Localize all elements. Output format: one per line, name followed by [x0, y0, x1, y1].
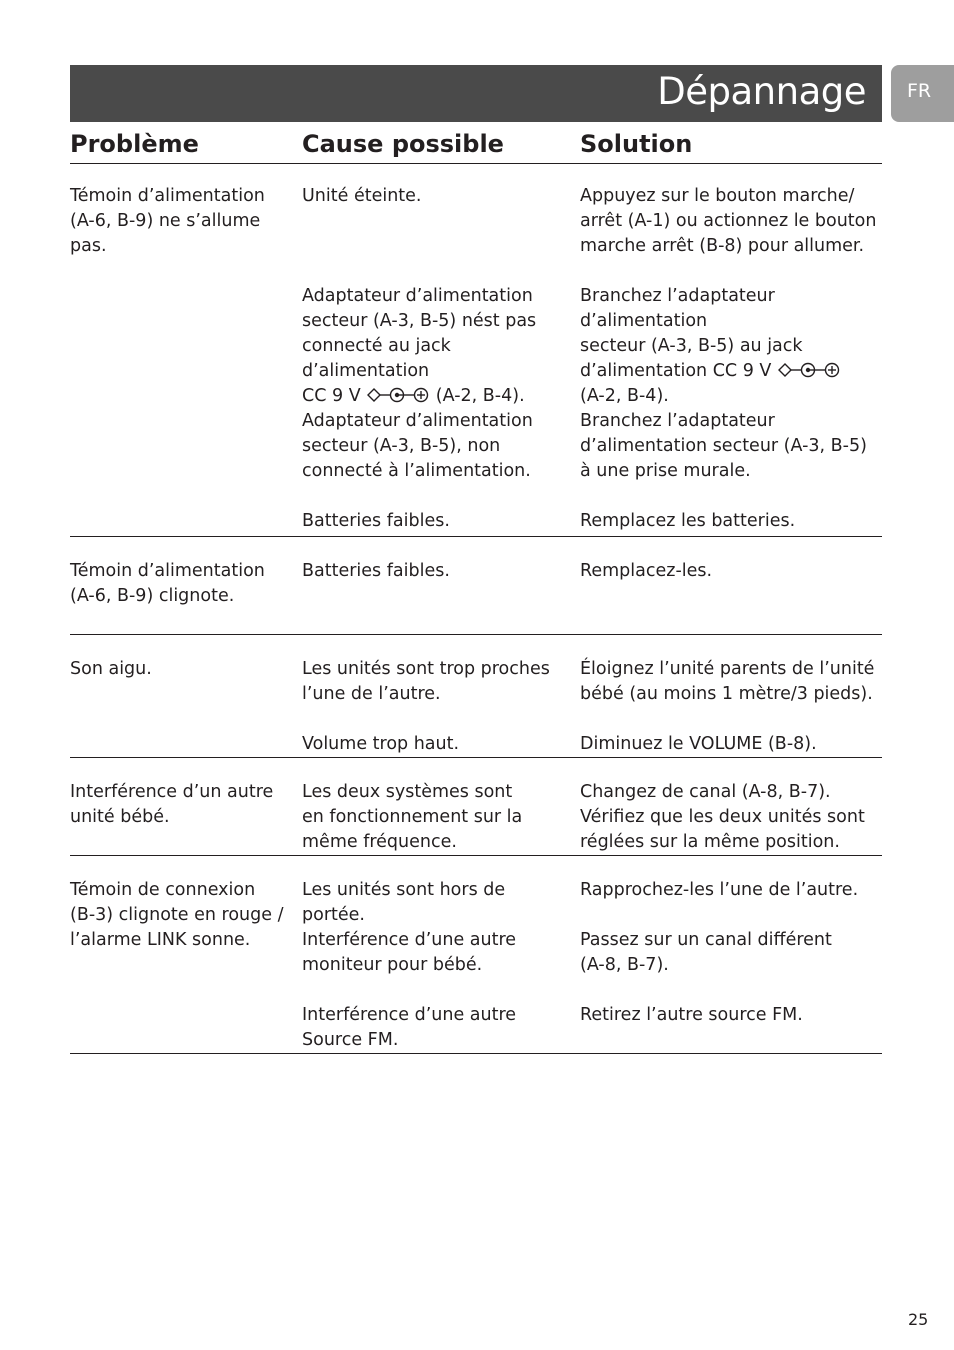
cause-text: (A-2, B-4).: [430, 386, 525, 406]
page-title: Dépannage: [657, 70, 866, 113]
cause-cell: Adaptateur d’alimentation secteur (A-3, B-5), non connecté à l’alimentation.: [302, 411, 533, 481]
language-label: FR: [907, 80, 932, 102]
solution-cell: Appuyez sur le bouton marche/ arrêt (A-1) ou actionnez le bouton marche arrêt (B-8) pour allumer.: [580, 186, 877, 256]
solution-text: Branchez l’adaptateur d’alimentation secteur (A-3, B-5) au jack d’alimentation CC 9 V: [580, 286, 803, 381]
solution-cell: Remplacez-les.: [580, 561, 713, 581]
solution-cell: [580, 284, 885, 409]
cause-cell: Les unités sont trop proches l’une de l’autre.: [302, 659, 550, 704]
table-row: [70, 657, 882, 758]
language-tab: [891, 65, 954, 122]
column-header-cause: Cause possible: [302, 130, 504, 158]
cause-cell: [302, 284, 572, 409]
header-bar: [70, 65, 882, 122]
solution-cell: Retirez l’autre source FM.: [580, 1005, 803, 1025]
column-header-solution: Solution: [580, 130, 693, 158]
dc-polarity-icon: [366, 387, 430, 403]
solution-cell: Branchez l’adaptateur d’alimentation secteur (A-3, B-5) à une prise murale.: [580, 411, 867, 481]
troubleshooting-table: [70, 184, 882, 1054]
cause-cell: Batteries faibles.: [302, 511, 450, 531]
table-row: [70, 878, 882, 1054]
solution-cell: Passez sur un canal différent (A-8, B-7).: [580, 930, 832, 975]
problem-cell: Témoin de connexion (B-3) clignote en rouge / l’alarme LINK sonne.: [70, 880, 284, 950]
column-headers: [70, 128, 882, 164]
solution-cell: Diminuez le VOLUME (B-8).: [580, 734, 817, 754]
problem-cell: Témoin d’alimentation (A-6, B-9) ne s’allume pas.: [70, 186, 265, 256]
column-header-problem: Problème: [70, 130, 199, 158]
problem-cell: Son aigu.: [70, 659, 152, 679]
solution-cell: Changez de canal (A-8, B-7). Vérifiez que les deux unités sont réglées sur la même position.: [580, 782, 865, 852]
cause-cell: Unité éteinte.: [302, 186, 422, 206]
cause-cell: Les unités sont hors de portée.: [302, 880, 506, 925]
dc-polarity-icon: [777, 362, 841, 378]
cause-cell: Interférence d’une autre moniteur pour bébé.: [302, 930, 517, 975]
cause-cell: Batteries faibles.: [302, 561, 450, 581]
solution-cell: Rapprochez-les l’une de l’autre.: [580, 880, 859, 900]
page-number: 25: [908, 1310, 929, 1329]
solution-text: (A-2, B-4).: [580, 386, 669, 406]
solution-cell: Éloignez l’unité parents de l’unité bébé (au moins 1 mètre/3 pieds).: [580, 659, 875, 704]
table-row: [70, 780, 882, 856]
cause-cell: Volume trop haut.: [302, 734, 460, 754]
problem-cell: Interférence d’un autre unité bébé.: [70, 782, 274, 827]
cause-cell: Les deux systèmes sont en fonctionnement sur la même fréquence.: [302, 782, 523, 852]
cause-text: Adaptateur d’alimentation secteur (A-3, B-5) nést pas connecté au jack d’alimentation CC 9 V: [302, 286, 537, 406]
solution-cell: Remplacez les batteries.: [580, 511, 796, 531]
table-row: [70, 184, 882, 537]
problem-cell: Témoin d’alimentation (A-6, B-9) clignote.: [70, 561, 265, 606]
table-row: [70, 559, 882, 635]
cause-cell: Interférence d’une autre Source FM.: [302, 1005, 517, 1050]
